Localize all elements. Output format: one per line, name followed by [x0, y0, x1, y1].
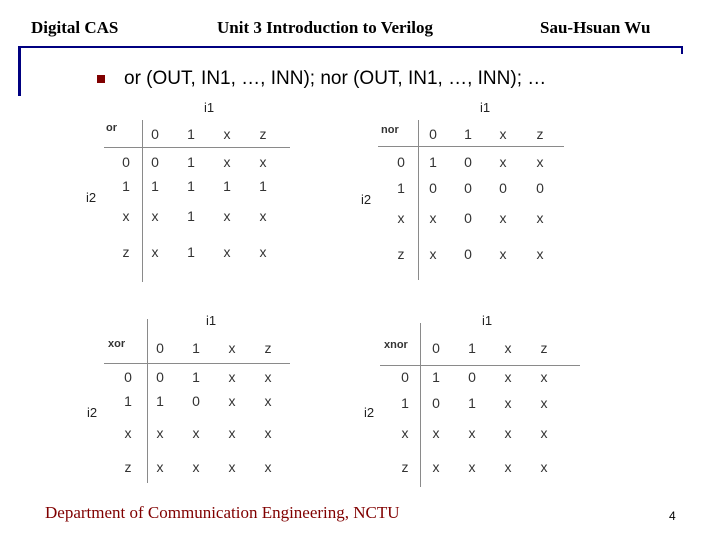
table-cell: 0 [499, 180, 507, 196]
header-unit-title: Unit 3 Introduction to Verilog [217, 18, 433, 37]
column-header-cell: z [536, 126, 544, 142]
header-course-title: Digital CAS [31, 18, 119, 37]
table-cell: 1 [259, 178, 267, 194]
table-cell: 1 [468, 395, 476, 411]
table-cell: x [499, 246, 507, 262]
column-header-cell: x [228, 340, 236, 356]
row-header-cell: z [401, 459, 409, 475]
table-cell: x [192, 459, 200, 475]
table-cell: 1 [223, 178, 231, 194]
row-header-cell: 1 [397, 180, 405, 196]
column-header-cell: 1 [192, 340, 200, 356]
table-cell: x [468, 459, 476, 475]
table-cell: 1 [187, 178, 195, 194]
table-cell: x [151, 208, 159, 224]
table-cell: 0 [464, 210, 472, 226]
row-header-cell: 0 [122, 154, 130, 170]
table-cell: x [228, 459, 236, 475]
table-cell: x [536, 210, 544, 226]
header-divider [104, 147, 290, 148]
table-cell: x [429, 246, 437, 262]
header-author: Sau-Hsuan Wu [540, 18, 651, 37]
bullet-square-icon [97, 75, 105, 83]
header-divider [378, 146, 564, 147]
row-header-cell: x [122, 208, 130, 224]
input-i1-label: i1 [482, 313, 493, 328]
table-cell: 1 [156, 393, 164, 409]
row-header-cell: 0 [397, 154, 405, 170]
gate-name-label: nor [381, 124, 399, 136]
header-divider [380, 365, 580, 366]
table-cell: x [504, 369, 512, 385]
table-cell: 1 [187, 208, 195, 224]
table-cell: x [156, 425, 164, 441]
table-cell: x [536, 154, 544, 170]
table-cell: x [504, 425, 512, 441]
column-header-cell: z [540, 340, 548, 356]
gate-name-label: or [106, 122, 117, 134]
row-header-cell: 1 [124, 393, 132, 409]
column-header-cell: z [264, 340, 272, 356]
column-header-cell: z [259, 126, 267, 142]
input-i1-label: i1 [206, 313, 217, 328]
bullet-text: or (OUT, IN1, …, INN); nor (OUT, IN1, …, INN); … [124, 68, 547, 89]
table-cell: x [223, 208, 231, 224]
table-cell: x [228, 425, 236, 441]
table-cell: x [536, 246, 544, 262]
gate-name-label: xnor [384, 339, 408, 351]
column-header-cell: 0 [151, 126, 159, 142]
table-cell: 0 [432, 395, 440, 411]
table-cell: 1 [187, 154, 195, 170]
table-cell: x [264, 393, 272, 409]
table-cell: x [264, 425, 272, 441]
table-cell: x [540, 459, 548, 475]
table-cell: x [151, 244, 159, 260]
table-cell: 0 [536, 180, 544, 196]
footer-department: Department of Communication Engineering, NCTU [45, 503, 400, 522]
row-header-cell: x [124, 425, 132, 441]
gate-name-label: xor [108, 338, 126, 350]
column-header-cell: x [223, 126, 231, 142]
input-i1-label: i1 [480, 100, 491, 115]
column-header-cell: 1 [464, 126, 472, 142]
table-cell: x [499, 154, 507, 170]
row-header-cell: x [401, 425, 409, 441]
header-rule [18, 46, 682, 48]
table-cell: x [264, 369, 272, 385]
table-cell: 0 [429, 180, 437, 196]
table-cell: 1 [151, 178, 159, 194]
column-header-cell: x [499, 126, 507, 142]
table-cell: 0 [464, 180, 472, 196]
column-header-cell: 0 [432, 340, 440, 356]
table-cell: x [540, 425, 548, 441]
table-cell: x [504, 459, 512, 475]
input-i2-label: i2 [86, 190, 97, 205]
page-number: 4 [669, 509, 676, 523]
table-cell: 1 [187, 244, 195, 260]
row-header-cell: z [122, 244, 130, 260]
left-accent-rule [18, 46, 21, 96]
table-cell: x [156, 459, 164, 475]
table-cell: x [432, 425, 440, 441]
row-header-divider [418, 120, 419, 280]
row-header-divider [142, 120, 143, 282]
input-i2-label: i2 [364, 405, 375, 420]
table-cell: x [223, 154, 231, 170]
column-header-cell: 0 [156, 340, 164, 356]
row-header-divider [147, 319, 148, 483]
table-cell: x [192, 425, 200, 441]
row-header-cell: 1 [401, 395, 409, 411]
row-header-cell: 0 [124, 369, 132, 385]
table-cell: x [504, 395, 512, 411]
table-cell: x [429, 210, 437, 226]
input-i2-label: i2 [87, 405, 98, 420]
table-cell: 0 [151, 154, 159, 170]
table-cell: 1 [432, 369, 440, 385]
table-cell: x [259, 208, 267, 224]
input-i1-label: i1 [204, 100, 215, 115]
row-header-cell: z [124, 459, 132, 475]
column-header-cell: 0 [429, 126, 437, 142]
table-cell: x [259, 244, 267, 260]
table-cell: x [540, 369, 548, 385]
table-cell: x [228, 393, 236, 409]
row-header-cell: z [397, 246, 405, 262]
table-cell: x [228, 369, 236, 385]
table-cell: 0 [464, 246, 472, 262]
row-header-cell: x [397, 210, 405, 226]
table-cell: x [540, 395, 548, 411]
table-cell: x [223, 244, 231, 260]
table-cell: 1 [429, 154, 437, 170]
table-cell: x [499, 210, 507, 226]
table-cell: x [259, 154, 267, 170]
row-header-cell: 0 [401, 369, 409, 385]
input-i2-label: i2 [361, 192, 372, 207]
table-cell: 0 [464, 154, 472, 170]
right-accent-rule [681, 46, 683, 54]
table-cell: 0 [192, 393, 200, 409]
table-cell: 0 [468, 369, 476, 385]
table-cell: x [264, 459, 272, 475]
column-header-cell: 1 [468, 340, 476, 356]
row-header-divider [420, 323, 421, 487]
header-divider [104, 363, 290, 364]
column-header-cell: 1 [187, 126, 195, 142]
table-cell: 1 [192, 369, 200, 385]
table-cell: x [432, 459, 440, 475]
row-header-cell: 1 [122, 178, 130, 194]
column-header-cell: x [504, 340, 512, 356]
table-cell: x [468, 425, 476, 441]
table-cell: 0 [156, 369, 164, 385]
